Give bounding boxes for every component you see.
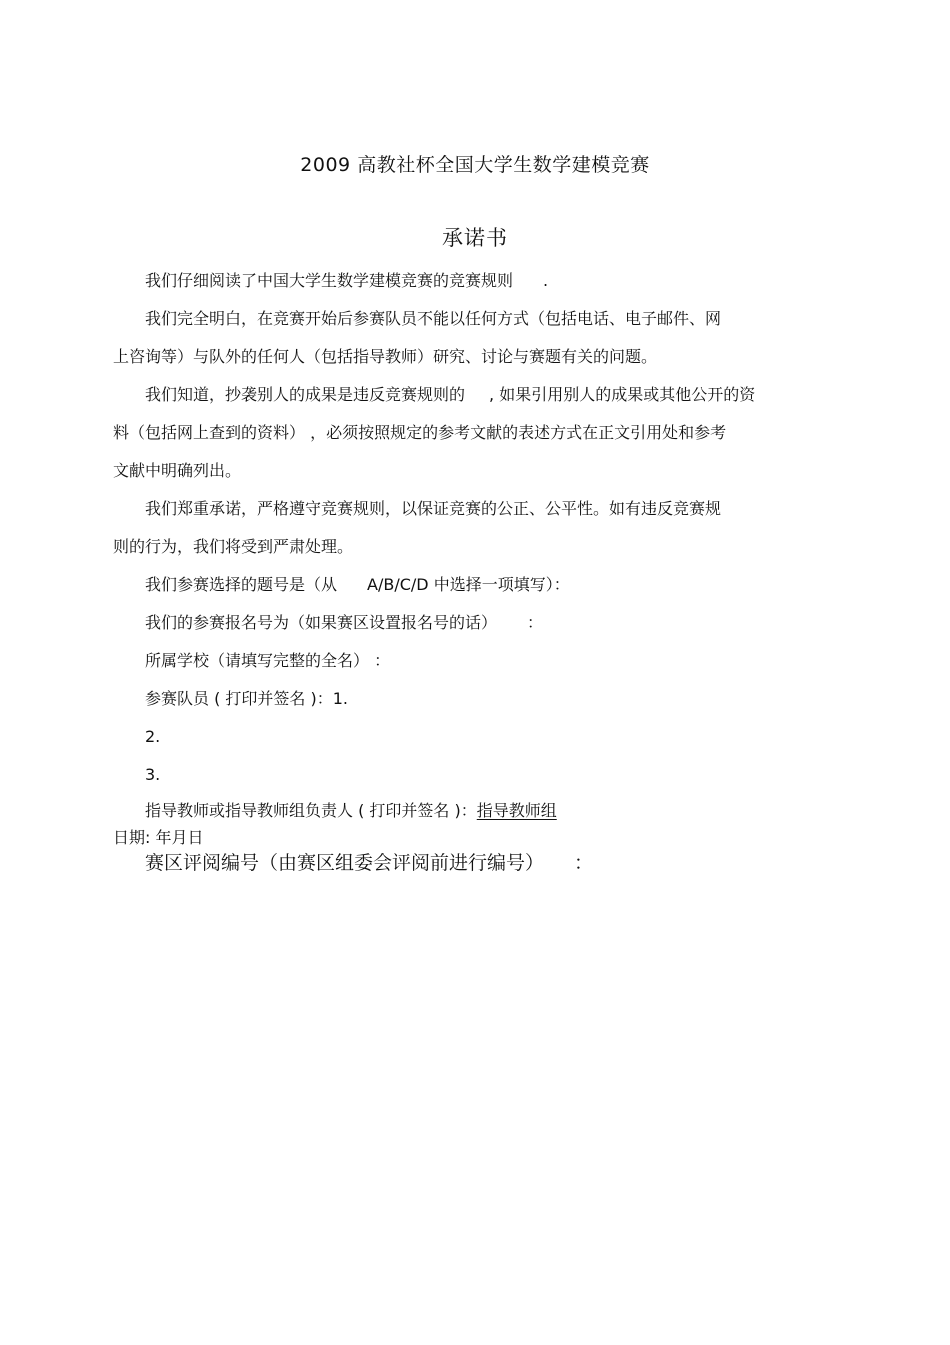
plagiarism-text-a: 我们知道，抄袭别人的成果是违反竞赛规则的 — [145, 385, 466, 404]
problem-choice-label-b: A/B/C/D 中选择一项填写）： — [367, 575, 570, 594]
field-school: 所属学校（请填写完整的全名） ： — [145, 651, 391, 670]
field-team-member-2: 2. — [145, 727, 161, 746]
document-subtitle: 承诺书 — [442, 226, 508, 250]
document-title: 2009 高教社杯全国大学生数学建模竞赛 — [300, 154, 650, 176]
field-review-number — [145, 844, 855, 882]
paragraph-pledge-line2: 则的行为，我们将受到严肃处理。 — [113, 537, 354, 556]
paragraph-plagiarism-line2: 料（包括网上查到的资料） ，必须按照规定的参考文献的表述方式在正文引用处和参考 — [113, 423, 727, 442]
field-team-member-1: 参赛队员 ( 打印并签名 )：1. — [145, 689, 349, 708]
review-number-label: 赛区评阅编号（由赛区组委会评阅前进行编号） — [145, 852, 545, 874]
registration-number-label: 我们的参赛报名号为（如果赛区设置报名号的话） — [145, 613, 498, 632]
problem-choice-label-a: 我们参赛选择的题号是（从 — [145, 575, 338, 594]
registration-number-colon: ： — [527, 613, 544, 632]
paragraph-rules-read — [145, 262, 855, 300]
rules-read-text: 我们仔细阅读了中国大学生数学建模竞赛的竞赛规则 — [145, 271, 514, 290]
field-problem-choice — [145, 566, 855, 604]
paragraph-no-contact-line1: 我们完全明白，在竞赛开始后参赛队员不能以任何方式（包括电话、电子邮件、网 — [145, 309, 722, 328]
paragraph-plagiarism-line3: 文献中明确列出。 — [113, 461, 242, 480]
advisor-value: 指导教师组 — [476, 801, 557, 820]
review-number-colon: ： — [574, 852, 594, 874]
field-date: 日期: 年月日 — [113, 828, 204, 847]
paragraph-pledge-line1: 我们郑重承诺，严格遵守竞赛规则，以保证竞赛的公正、公平性。如有违反竞赛规 — [145, 499, 722, 518]
field-advisor — [145, 792, 855, 830]
paragraph-no-contact-line2: 上咨询等）与队外的任何人（包括指导教师）研究、讨论与赛题有关的问题。 — [113, 347, 658, 366]
plagiarism-text-b: , 如果引用别人的成果或其他公开的资 — [489, 385, 756, 404]
field-team-member-3: 3. — [145, 765, 161, 784]
rules-read-period: . — [543, 271, 549, 290]
field-registration-number — [145, 604, 855, 642]
advisor-label: 指导教师或指导教师组负责人 ( 打印并签名 )： — [145, 801, 477, 820]
paragraph-plagiarism-line1 — [145, 376, 855, 414]
